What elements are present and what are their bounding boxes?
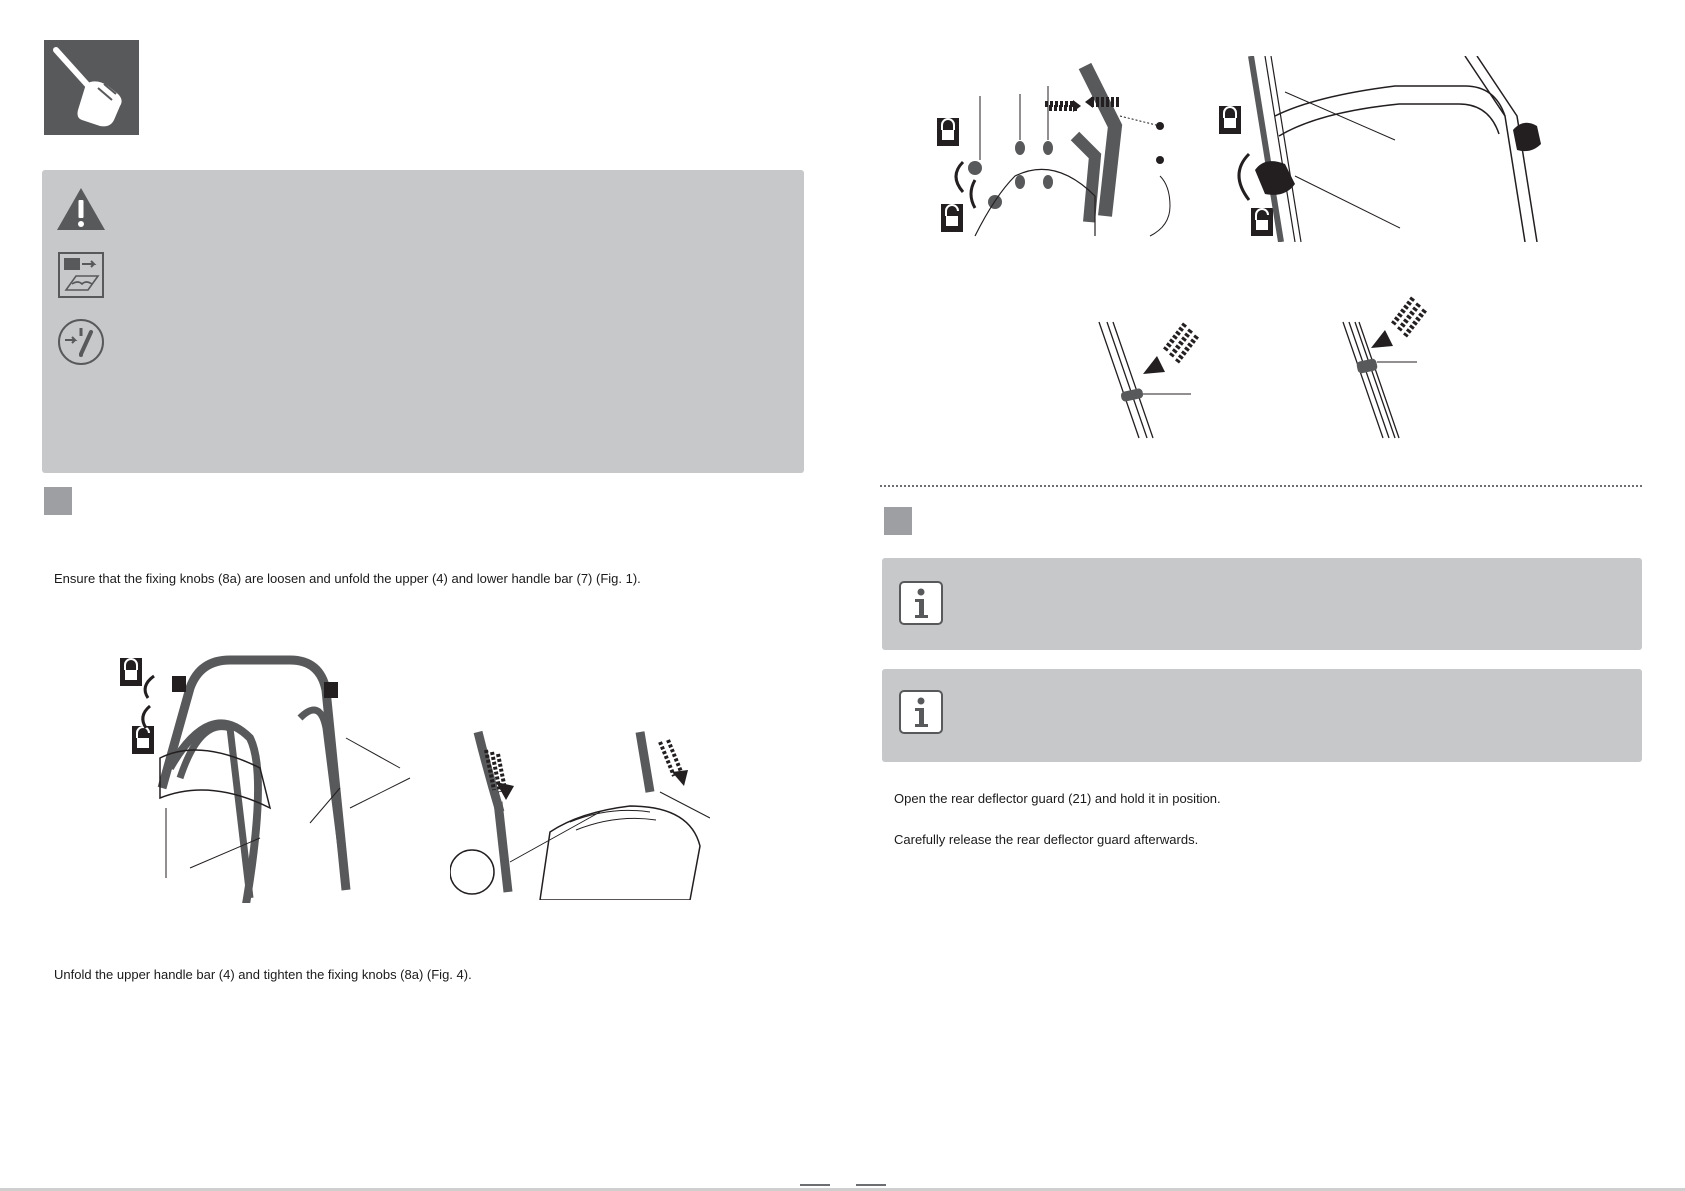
instruction-tighten-knobs: Unfold the upper handle bar (4) and tighten the fixing knobs (8a) (Fig. 4). [54, 967, 472, 982]
figure-handle-bar-unfold [110, 648, 420, 903]
figure-cable-clip-right [1335, 288, 1445, 440]
instruction-release-deflector: Carefully release the rear deflector guard afterwards. [894, 832, 1199, 847]
section-divider [880, 485, 1642, 487]
instruction-unfold-handles: Ensure that the fixing knobs (8a) are loosen and unfold the upper (4) and lower handle bar (7) (Fig. 1). [54, 571, 641, 586]
figure-handle-knob [1215, 56, 1595, 242]
read-manual-icon [58, 252, 104, 298]
figure-handle-insert [450, 722, 710, 900]
info-icon [899, 690, 943, 734]
lock-open-icon [941, 204, 963, 232]
figure-handle-bolts [935, 56, 1195, 242]
page-number-marks [800, 1184, 886, 1188]
info-panel-1 [882, 558, 1642, 650]
lock-open-icon [1251, 208, 1273, 236]
figure-cable-clip-left [1095, 292, 1205, 440]
info-icon [899, 581, 943, 625]
lock-closed-icon [1219, 106, 1241, 134]
instruction-open-deflector: Open the rear deflector guard (21) and hold it in position. [894, 791, 1221, 806]
section-marker [44, 487, 72, 515]
lock-closed-icon [120, 658, 142, 686]
switch-off-icon [57, 318, 105, 366]
info-panel-2 [882, 669, 1642, 762]
warning-triangle-icon [55, 186, 107, 232]
lock-closed-icon [937, 118, 959, 146]
section-marker [884, 507, 912, 535]
safety-notice-panel [42, 170, 804, 473]
screwdriver-hand-icon [42, 38, 141, 137]
lock-open-icon [132, 726, 154, 754]
